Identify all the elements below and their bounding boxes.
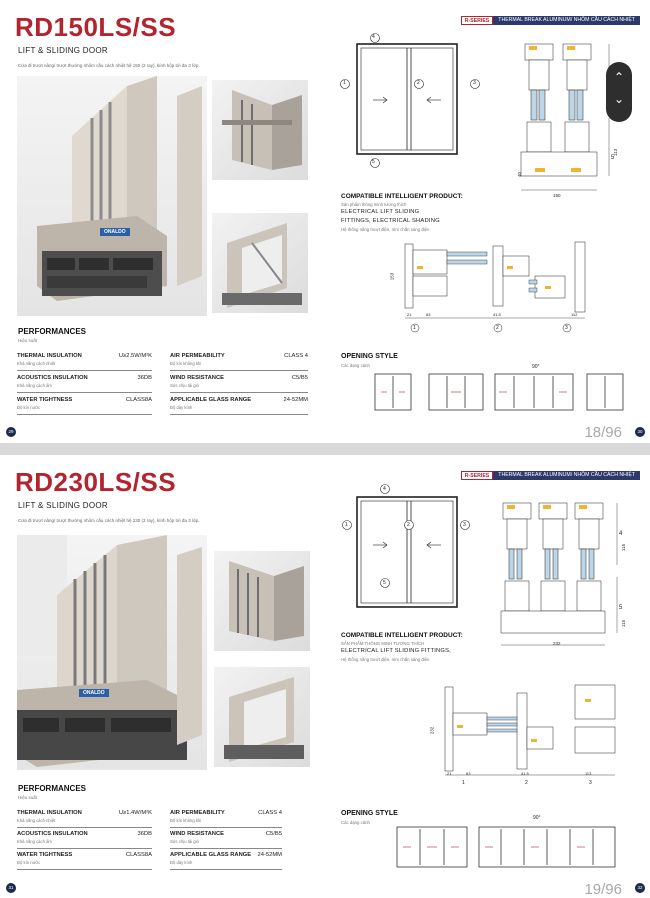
marker-4: 4 bbox=[383, 486, 386, 492]
cip-line-1: ELECTRICAL LIFT SLIDING FITTINGS, bbox=[341, 648, 451, 654]
opening-style-diagrams bbox=[397, 825, 637, 871]
page-number-right: 32 bbox=[635, 883, 645, 893]
opening-angle: 90° bbox=[532, 364, 540, 370]
horizontal-section-drawing bbox=[435, 683, 635, 783]
page-number-left: 31 bbox=[6, 883, 16, 893]
marker-1: 1 bbox=[345, 522, 348, 528]
page-counter: 19/96 bbox=[584, 881, 622, 898]
marker-4: 4 bbox=[372, 34, 375, 40]
marker-2: 2 bbox=[417, 80, 420, 86]
product-photo-detail-1 bbox=[212, 80, 308, 180]
product-description: Cửa đi trượt nâng/ trượt thường nhôm cầu cách nhiệt hệ 230 (3 ray), kính hộp tới đa 3 lớp. bbox=[18, 518, 200, 523]
perf-row: THERMAL INSULATION Khả năng cách nhiệt U≥1.4W/M²K bbox=[17, 808, 152, 828]
product-photo-main bbox=[17, 535, 207, 770]
marker-5: 5 bbox=[383, 580, 386, 586]
cip-title: COMPATIBLE INTELLIGENT PRODUCT: bbox=[341, 632, 463, 639]
chevron-down-icon[interactable]: ⌄ bbox=[613, 92, 625, 106]
marker-1: 1 bbox=[343, 80, 346, 86]
marker-4-right: 4 bbox=[619, 531, 623, 537]
perf-row: APPLICABLE GLASS RANGE Độ dày kính 24-52MM bbox=[170, 395, 308, 415]
marker-3: 3 bbox=[463, 522, 466, 528]
catalog-spread-1 bbox=[0, 0, 650, 443]
marker-5-right: 5 bbox=[611, 155, 615, 161]
opening-angle: 90° bbox=[533, 815, 541, 821]
dim-section-height: 232 bbox=[429, 726, 435, 735]
opening-style-title: OPENING STYLE bbox=[341, 353, 398, 360]
series-banner: R-SERIES THERMAL BREAK ALUMINUM/ NHÔM CẦU CÁCH NHIỆT bbox=[461, 471, 640, 480]
page-number-right: 30 bbox=[635, 427, 645, 437]
model-title: RD150LS/SS bbox=[15, 12, 177, 42]
performances-subtitle: Hiệu suất bbox=[18, 338, 38, 343]
brand-label: ONALDO bbox=[83, 690, 105, 696]
door-elevation-drawing bbox=[337, 30, 467, 170]
opening-style-diagrams bbox=[375, 372, 635, 412]
door-elevation-drawing bbox=[337, 483, 467, 623]
chevron-up-icon[interactable]: ⌃ bbox=[613, 70, 625, 84]
page-counter: 18/96 bbox=[584, 424, 622, 441]
right-page: R-SERIES THERMAL BREAK ALUMINUM/ NHÔM CẦU CÁCH NHIỆT 4 1 2 3 5 4 115 115 5 232 COMPATIBLE INTELLIGENT PRODUCT: SẢN PHẨM THÔNG MINH TƯƠNG THÍCH ELECTRICAL LIFT SLIDING FITTINGS, Hệ thống nâng trượt điện, rèm chắn sáng điện 232 21 63 41.5 113 1 2 3 OPENING STYLE Các dạng cánh 90° 19/96 32 bbox=[325, 455, 650, 898]
product-photo-detail-2 bbox=[214, 667, 310, 767]
cip-subtitle: SẢN PHẨM THÔNG MINH TƯƠNG THÍCH bbox=[341, 641, 425, 646]
dim-bottom: 115 bbox=[621, 619, 627, 628]
series-banner: R-SERIES THERMAL BREAK ALUMINUM/ NHÔM CẦU CÁCH NHIỆT bbox=[461, 16, 640, 25]
perf-row: WIND RESISTANCE Sức chịu tải gió C5/B5 bbox=[170, 373, 308, 393]
marker-5-right: 5 bbox=[619, 605, 623, 611]
horizontal-section-drawing bbox=[395, 236, 615, 336]
perf-row: AIR PERMEABILITY Độ kín không khí CLASS 4 bbox=[170, 351, 308, 371]
dim-section-height: 153 bbox=[389, 272, 395, 281]
profile-section-drawing bbox=[497, 495, 627, 655]
opening-style-title: OPENING STYLE bbox=[341, 810, 398, 817]
perf-row: WATER TIGHTNESS Độ kín nước CLASS8A bbox=[17, 850, 152, 870]
cip-subtitle: Sản phẩm thông minh tương thích bbox=[341, 202, 407, 207]
performances-title: PERFORMANCES bbox=[18, 327, 87, 336]
opening-style-subtitle: Các dạng cánh bbox=[341, 363, 370, 368]
product-photo-main bbox=[17, 76, 207, 316]
cip-vietnamese: Hệ thống nâng trượt điện, rèm chắn sáng điện bbox=[341, 657, 430, 662]
perf-row: WIND RESISTANCE Sức chịu tải gió C5/B5 bbox=[170, 829, 282, 849]
dim-small: 40 bbox=[517, 171, 523, 178]
profile-render bbox=[17, 535, 207, 770]
perf-row: APPLICABLE GLASS RANGE Độ dày kính 24-52MM bbox=[170, 850, 282, 870]
product-photo-detail-2 bbox=[212, 213, 308, 313]
opening-style-subtitle: Các dạng cánh bbox=[341, 820, 370, 825]
dim-width: 232 bbox=[553, 641, 561, 646]
cip-vietnamese: Hệ thống nâng trượt điện, rèm chắn sáng điện bbox=[341, 227, 430, 232]
perf-row: WATER TIGHTNESS Độ kín nước CLASS8A bbox=[17, 395, 152, 415]
product-subtitle: LIFT & SLIDING DOOR bbox=[18, 46, 109, 55]
perf-row: AIR PERMEABILITY Độ kín không khí CLASS 4 bbox=[170, 808, 282, 828]
cip-title: COMPATIBLE INTELLIGENT PRODUCT: bbox=[341, 193, 463, 200]
perf-row: ACOUSTICS INSULATION Khả năng cách âm 36DB bbox=[17, 373, 152, 393]
page-number-left: 29 bbox=[6, 427, 16, 437]
dim-bottom: 113 bbox=[613, 148, 619, 157]
left-page bbox=[0, 455, 325, 898]
cip-line-2: FITTINGS, ELECTRICAL SHADING bbox=[341, 218, 440, 224]
performances-subtitle: Hiệu suất bbox=[18, 795, 38, 800]
brand-label: ONALDO bbox=[104, 229, 126, 235]
product-subtitle: LIFT & SLIDING DOOR bbox=[18, 501, 109, 510]
dim-top: 115 bbox=[621, 543, 627, 552]
perf-row: ACOUSTICS INSULATION Khả năng cách âm 36DB bbox=[17, 829, 152, 849]
model-title: RD230LS/SS bbox=[15, 467, 177, 497]
product-description: Cửa đi trượt nâng/ trượt thường nhôm cầu cách nhiệt hệ 150 (2 ray), kính hộp tới đa 3 lớp. bbox=[18, 63, 200, 68]
left-page bbox=[0, 0, 325, 443]
profile-render bbox=[17, 76, 207, 316]
catalog-spread-2 bbox=[0, 455, 650, 898]
perf-row: THERMAL INSULATION Khả năng cách nhiệt U≥2.5W/M²K bbox=[17, 351, 152, 371]
marker-2: 2 bbox=[407, 522, 410, 528]
page-nav-control[interactable] bbox=[606, 62, 632, 122]
product-photo-detail-1 bbox=[214, 551, 310, 651]
marker-3: 3 bbox=[473, 80, 476, 86]
marker-5: 5 bbox=[372, 159, 375, 165]
performances-title: PERFORMANCES bbox=[18, 784, 87, 793]
dim-width: 150 bbox=[553, 193, 561, 198]
right-page: R-SERIES THERMAL BREAK ALUMINUM/ NHÔM CẦU CÁCH NHIỆT 4 1 2 3 5 113 150 40 5 COMPATIBLE INTELLIGENT PRODUCT: Sản phẩm thông minh tương thích ELECTRICAL LIFT SLIDING FITTINGS, ELECTRICAL SHADING Hệ thống nâng trượt điện, rèm chắn sáng điện 153 21 63 41.5 112 1 2 3 OPENING STYLE Các dạng cánh 90° 18/96 30 bbox=[325, 0, 650, 443]
cip-line-1: ELECTRICAL LIFT SLIDING bbox=[341, 209, 420, 215]
